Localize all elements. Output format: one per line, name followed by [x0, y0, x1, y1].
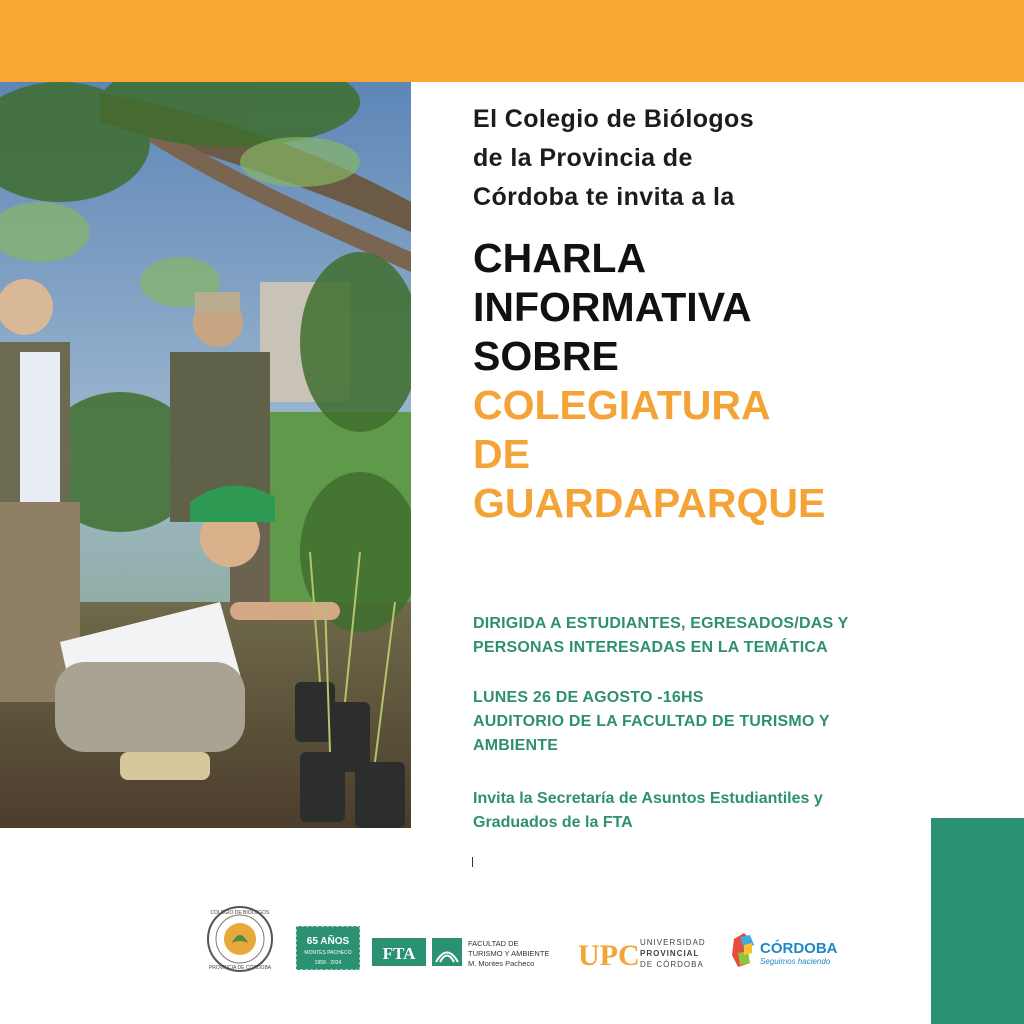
headline-line-1: CHARLA: [473, 235, 647, 281]
audience-text: [473, 612, 943, 660]
event-venue-line-1: AUDITORIO DE LA FACULTAD DE TURISMO Y: [473, 713, 830, 730]
upc-logo: [578, 933, 720, 971]
audience-line-2: PERSONAS INTERESADAS EN LA TEMÁTICA: [473, 639, 828, 656]
colegio-logo-top-text: COLEGIO DE BIÓLOGOS: [210, 910, 270, 916]
intro-line-1: El Colegio de Biólogos: [473, 105, 755, 133]
person-standing-left: [0, 279, 80, 702]
anniversary-years: 1959 · 2024: [314, 960, 342, 966]
anniversary-subtext: MONTES PACHECO: [304, 950, 352, 956]
cordoba-name: CÓRDOBA: [760, 940, 838, 957]
headline-accent-line-2: DE: [473, 431, 530, 477]
event-photo: [0, 82, 411, 828]
photo-illustration: [0, 82, 411, 828]
intro-line-2: de la Provincia de: [473, 144, 693, 172]
headline: [473, 234, 993, 528]
green-corner-block: [931, 818, 1024, 1024]
event-venue-line-2: AMBIENTE: [473, 737, 559, 754]
host-line-2: Graduados de la FTA: [473, 814, 633, 831]
headline-line-3: SOBRE: [473, 333, 619, 379]
headline-accent-line-3: GUARDAPARQUE: [473, 480, 826, 526]
anniversary-65-logo: [295, 925, 361, 971]
host-text: [473, 787, 943, 835]
audience-line-1: DIRIGIDA A ESTUDIANTES, EGRESADOS/DAS Y: [473, 615, 849, 632]
event-details: [473, 686, 943, 758]
intro-text: [473, 100, 893, 217]
faculty-line-2: TURISMO Y AMBIENTE: [468, 949, 550, 958]
anniversary-text: 65 AÑOS: [306, 936, 350, 947]
upc-line-3: DE CÓRDOBA: [640, 960, 704, 969]
colegio-biologos-logo: [206, 905, 274, 973]
cordoba-gov-logo: [730, 931, 850, 971]
headline-line-2: INFORMATIVA: [473, 284, 752, 330]
intro-line-3: Córdoba te invita a la: [473, 183, 735, 211]
cordoba-slogan: Seguimos haciendo: [760, 957, 831, 966]
colegio-logo-bottom-text: PROVINCIA DE CÓRDOBA: [208, 965, 272, 971]
faculty-line-3: M. Montes Pacheco: [468, 959, 535, 968]
event-date-time: LUNES 26 DE AGOSTO -16HS: [473, 689, 704, 706]
top-orange-band: [0, 0, 1024, 82]
headline-accent-line-1: COLEGIATURA: [473, 382, 771, 428]
host-line-1: Invita la Secretaría de Asuntos Estudiantiles y: [473, 790, 823, 807]
upc-line-1: UNIVERSIDAD: [640, 938, 706, 947]
fta-logo: [372, 935, 572, 969]
logo-strip: [200, 905, 900, 985]
faculty-line-1: FACULTAD DE: [468, 939, 519, 948]
upc-line-2: PROVINCIAL: [640, 949, 700, 958]
upc-mark: UPC: [578, 939, 640, 971]
text-cursor-mark: [472, 857, 473, 867]
fta-mark-text: FTA: [382, 944, 416, 963]
